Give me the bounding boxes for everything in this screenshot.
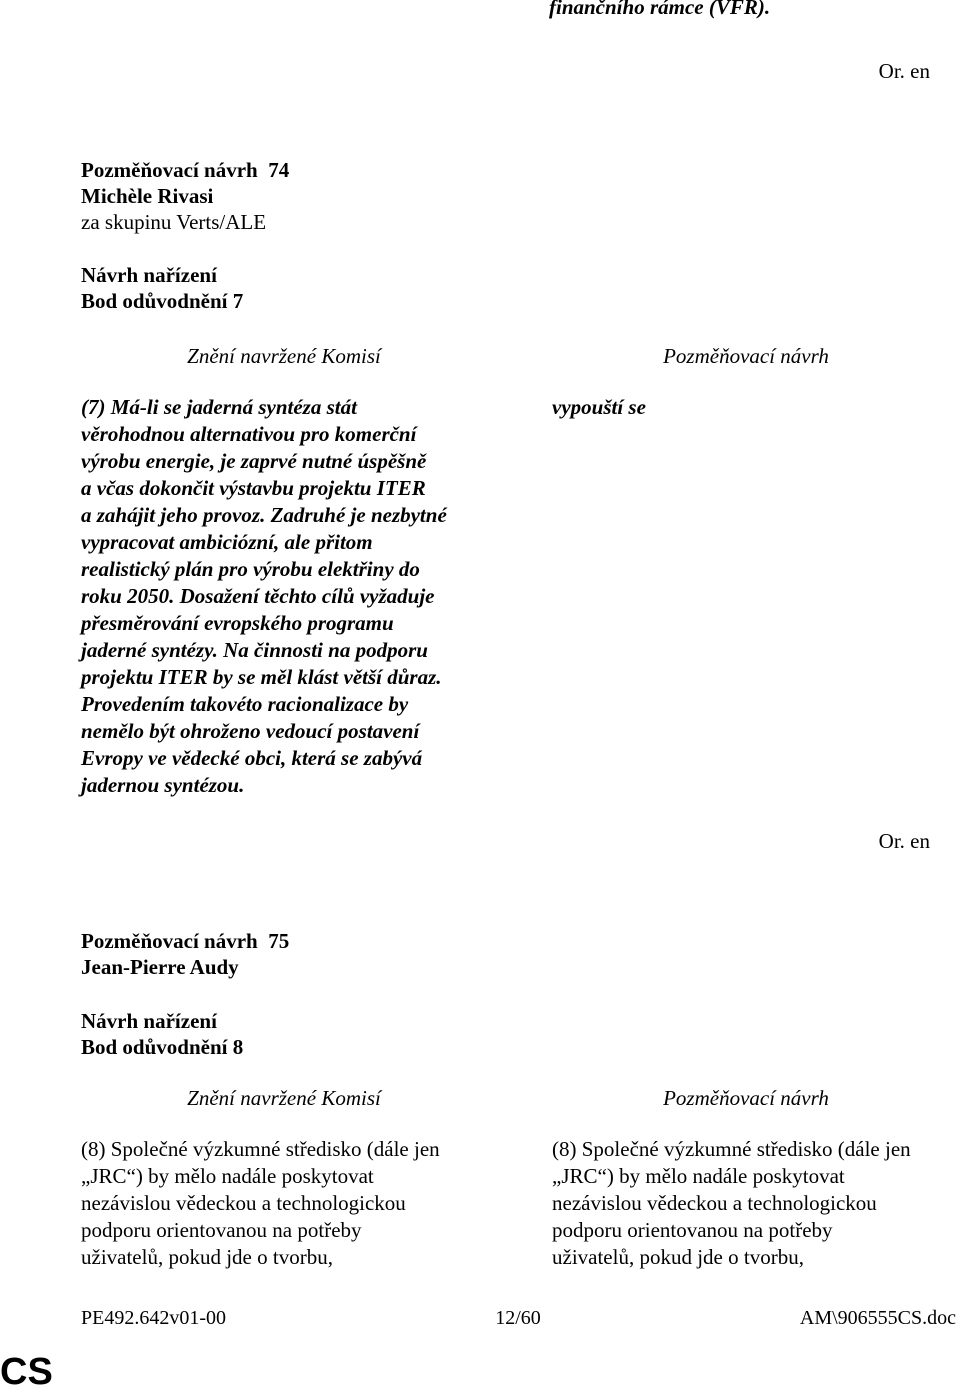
amendment-number: 75 — [268, 929, 290, 953]
amendment-number: 74 — [268, 158, 290, 182]
amendment-group-74: za skupinu Verts/ALE — [81, 210, 267, 234]
text-line: vypracovat ambiciózní, ale přitom — [81, 530, 373, 554]
doc-type-74: Návrh nařízení — [81, 263, 217, 287]
text-line: (8) Společné výzkumné středisko (dále jen — [81, 1137, 440, 1161]
amendment-label: Pozměňovací návrh — [81, 158, 258, 182]
text-line: nemělo být ohroženo vedoucí postavení — [81, 719, 420, 743]
text-line: „JRC“) by mělo nadále poskytovat — [552, 1164, 845, 1188]
text-line: jaderné syntézy. Na činnosti na podporu — [81, 638, 428, 662]
text-line: Evropy ve vědecké obci, která se zabývá — [81, 746, 423, 770]
text-line: projektu ITER by se měl klást větší důraz. — [81, 665, 442, 689]
footer-file-name: AM\906555CS.doc — [799, 1307, 956, 1329]
col-header-amendment-75: Pozměňovací návrh — [663, 1086, 829, 1110]
footer-doc-ref: PE492.642v01-00 — [81, 1307, 226, 1329]
text-line: jadernou syntézou. — [81, 773, 245, 797]
text-line: a zahájit jeho provoz. Zadruhé je nezbytné — [81, 503, 447, 527]
text-line: (7) Má-li se jaderná syntéza stát — [81, 395, 357, 419]
text-line: nezávislou vědeckou a technologickou — [81, 1191, 406, 1215]
text-line: (8) Společné výzkumné středisko (dále jen — [552, 1137, 911, 1161]
doc-type-75: Návrh nařízení — [81, 1009, 217, 1033]
text-line: přesměrování evropského programu — [81, 611, 394, 635]
text-line: výrobu energie, je zaprvé nutné úspěšně — [81, 449, 427, 473]
col-header-commission-74: Znění navržené Komisí — [187, 344, 381, 368]
text-line: a včas dokončit výstavbu projektu ITER — [81, 476, 426, 500]
origin-language-74: Or. en — [878, 59, 930, 83]
commission-text-74 — [81, 394, 521, 799]
text-line: podporu orientovanou na potřeby — [81, 1218, 362, 1242]
col-header-amendment-74: Pozměňovací návrh — [663, 344, 829, 368]
amendment-title-75 — [81, 928, 289, 955]
col-header-commission-75: Znění navržené Komisí — [187, 1086, 381, 1110]
amendment-author-74: Michèle Rivasi — [81, 184, 214, 208]
item-74: Bod odůvodnění 7 — [81, 289, 244, 313]
text-line: uživatelů, pokud jde o tvorbu, — [552, 1245, 804, 1269]
item-75: Bod odůvodnění 8 — [81, 1035, 244, 1059]
footer-language-code: CS — [0, 1351, 53, 1393]
text-line: Provedením takovéto racionalizace by — [81, 692, 409, 716]
amendment-title-74 — [81, 157, 289, 184]
amendment-author-75: Jean-Pierre Audy — [81, 955, 239, 979]
continued-text-fragment: finančního rámce (VFR). — [549, 0, 771, 19]
text-line: realistický plán pro výrobu elektřiny do — [81, 557, 420, 581]
text-line: uživatelů, pokud jde o tvorbu, — [81, 1245, 333, 1269]
footer-page-number: 12/60 — [495, 1307, 541, 1329]
origin-language-74-end: Or. en — [878, 829, 930, 853]
text-line: nezávislou vědeckou a technologickou — [552, 1191, 877, 1215]
amendment-text-75 — [552, 1136, 952, 1271]
amendment-label: Pozměňovací návrh — [81, 929, 258, 953]
commission-text-75 — [81, 1136, 511, 1271]
text-line: podporu orientovanou na potřeby — [552, 1218, 833, 1242]
amendment-text-74: vypouští se — [552, 395, 646, 419]
text-line: „JRC“) by mělo nadále poskytovat — [81, 1164, 374, 1188]
text-line: roku 2050. Dosažení těchto cílů vyžaduje — [81, 584, 435, 608]
text-line: věrohodnou alternativou pro komerční — [81, 422, 417, 446]
